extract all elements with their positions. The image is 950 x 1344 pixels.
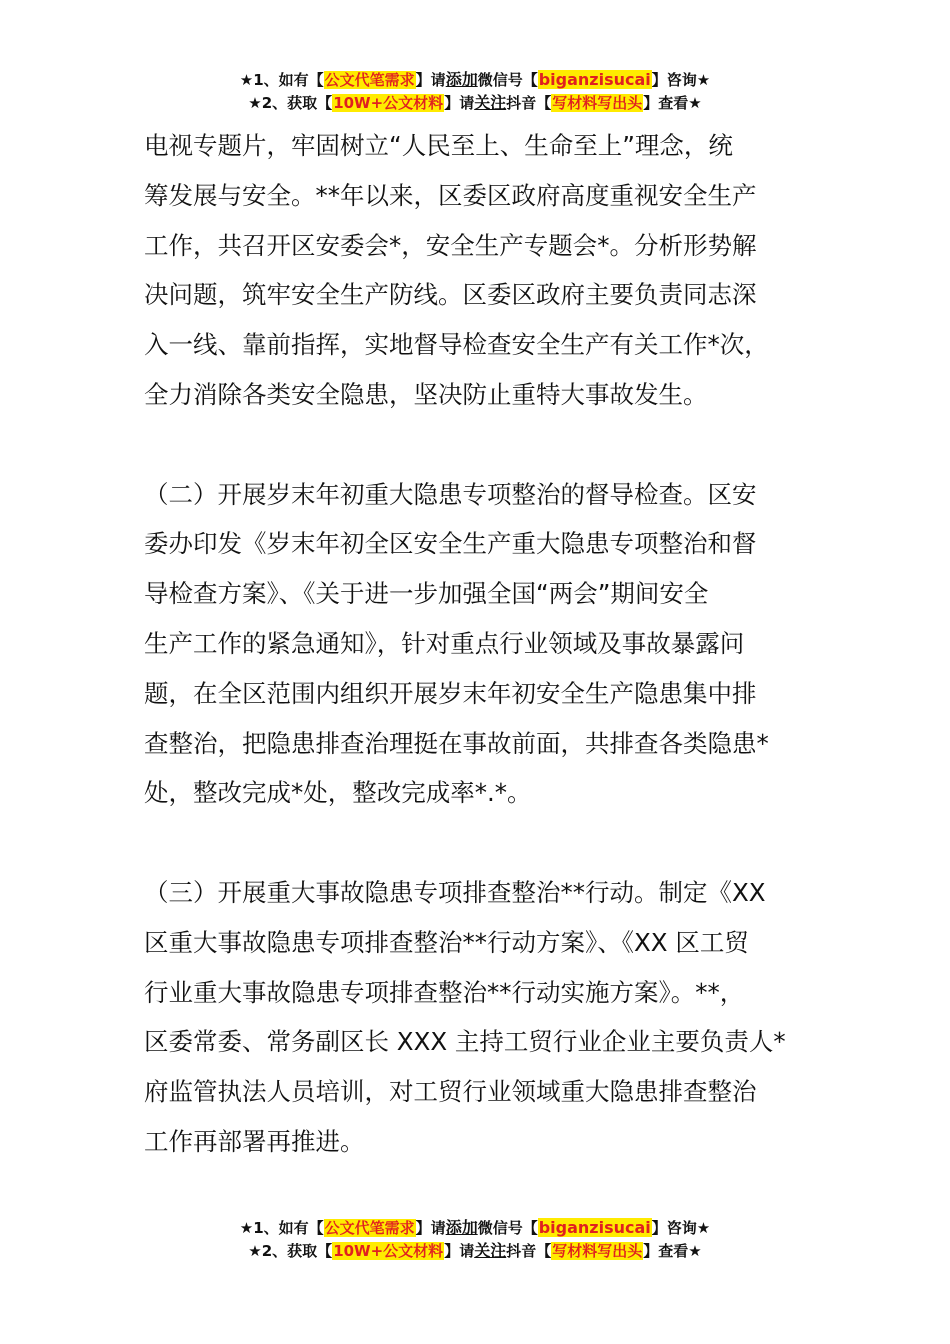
text-line: 决问题，筑牢安全生产防线。区委区政府主要负责同志深 [144,280,757,310]
footer-line-2-text: 】请 [444,1242,475,1260]
footer-banner [0,1217,950,1263]
header-line-2-text: 】请 [444,94,475,112]
footer-line-2-text-2: 抖音【 [506,1242,552,1260]
text-line: 区委常委、常务副区长 XXX 主持工贸行业企业主要负责人* [144,1027,786,1057]
text-line: 区重大事故隐患专项排查整治**行动方案》、《XX 区工贸 [144,927,749,957]
text-line: 工作再部署再推进。 [144,1126,365,1156]
header-line-2 [0,92,950,115]
footer-line-1-text-2: 微信号【 [477,1219,538,1237]
header-line-1-text: 】请 [415,71,446,89]
text-line: 查整治，把隐患排查治理挺在事故前面，共排查各类隐患* [144,728,769,758]
footer-line-2 [0,1240,950,1263]
footer-line-1-text: 】请 [415,1219,446,1237]
footer-highlight-account: 写材料写出头 [552,1242,643,1260]
text-line: 行业重大事故隐患专项排查整治**行动实施方案》。**， [144,977,745,1007]
header-highlight-account: 写材料写出头 [552,94,643,112]
text-line: （三）开展重大事故隐患专项排查整治**行动。制定《XX [144,877,766,907]
header-highlight-materials: 10W+公文材料 [333,94,444,112]
footer-highlight-service: 公文代笔需求 [324,1219,415,1237]
paragraph-intro [144,121,808,420]
paragraph-section-2 [144,470,808,819]
document-body [144,121,808,1167]
text-line: 题，在全区范围内组织开展岁末年初安全生产隐患集中排 [144,678,757,708]
text-line: 电视专题片，牢固树立“人民至上、生命至上”理念，统 [144,131,733,160]
paragraph-section-3 [144,868,808,1167]
text-line: （二）开展岁末年初重大隐患专项整治的督导检查。区安 [144,479,757,509]
text-line: 工作，共召开区安委会*，安全生产专题会*。分析形势解 [144,230,757,260]
text-line: 入一线、靠前指挥，实地督导检查安全生产有关工作*次， [144,330,769,360]
footer-line-1 [0,1217,950,1240]
text-line: 府监管执法人员培训，对工贸行业领域重大隐患排查整治 [144,1077,757,1107]
header-line-1-text-2: 微信号【 [477,71,538,89]
footer-underlined-follow: 关注 [474,1241,507,1260]
footer-line-1-prefix: ★1、如有【 [239,1219,324,1237]
header-line-2-text-2: 抖音【 [506,94,552,112]
header-underlined-add: 添加 [445,70,478,89]
text-line: 生产工作的紧急通知》，针对重点行业领域及事故暴露问 [144,628,745,658]
footer-highlight-wechat-id: biganzisucai [538,1218,651,1237]
text-line: 筹发展与安全。**年以来，区委区政府高度重视安全生产 [144,180,757,210]
header-line-1-suffix: 】咨询★ [651,71,711,89]
footer-line-1-suffix: 】咨询★ [651,1219,711,1237]
header-banner [0,69,950,115]
header-line-2-suffix: 】查看★ [643,94,702,112]
header-highlight-wechat-id: biganzisucai [538,70,651,89]
header-line-2-prefix: ★2、获取【 [248,94,333,112]
header-line-1-prefix: ★1、如有【 [239,71,324,89]
footer-line-2-prefix: ★2、获取【 [248,1242,333,1260]
footer-underlined-add: 添加 [445,1218,478,1237]
header-highlight-service: 公文代笔需求 [324,71,415,89]
text-line: 导检查方案》、《关于进一步加强全国“两会”期间安全 [144,579,709,609]
footer-highlight-materials: 10W+公文材料 [333,1242,444,1260]
header-underlined-follow: 关注 [474,93,507,112]
text-line: 委办印发《岁末年初全区安全生产重大隐患专项整治和督 [144,529,757,559]
footer-line-2-suffix: 】查看★ [643,1242,702,1260]
text-line: 处，整改完成*处，整改完成率*.*。 [144,778,532,808]
header-line-1 [0,69,950,92]
text-line: 全力消除各类安全隐患，坚决防止重特大事故发生。 [144,379,708,409]
